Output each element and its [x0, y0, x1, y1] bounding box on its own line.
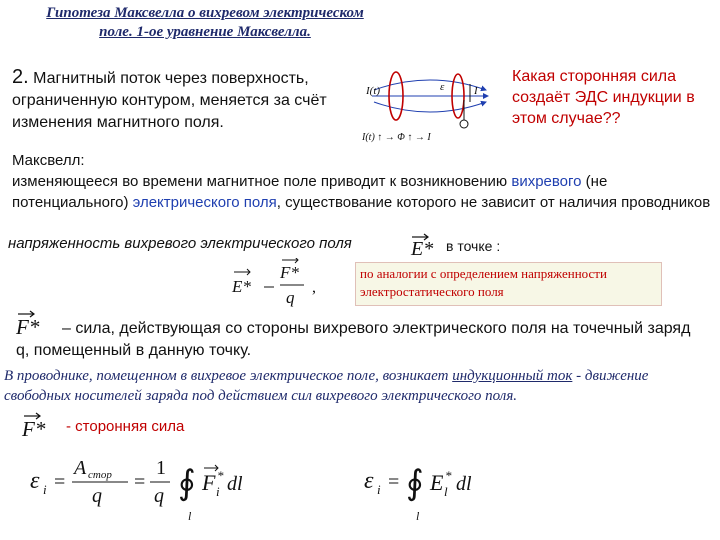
- formula-field-strength: [228, 258, 328, 312]
- maxwell-text-3: , существование которого не зависит от наличия проводников: [276, 194, 711, 211]
- current-label: I(t): [366, 85, 381, 97]
- section-2-text: [12, 66, 357, 134]
- f2-contour: l: [188, 509, 192, 523]
- tension-symbol-text: E*: [411, 238, 434, 258]
- maxwell-text-2: (не потенциального): [12, 173, 608, 211]
- external-force-symbol-text: F*: [22, 417, 46, 440]
- emf-label: ε: [440, 81, 445, 93]
- force-symbol-text: F*: [16, 315, 40, 338]
- f2-charge: q: [92, 485, 102, 507]
- tension-label: напряженность вихревого электрического поля: [8, 235, 352, 252]
- svg-text:∮: ∮: [406, 465, 424, 502]
- f2-dl: dl: [227, 473, 243, 495]
- f3-emf: ε: [364, 468, 374, 494]
- f2-star: *: [217, 468, 224, 483]
- force-description-text: – сила, действующая со стороны вихревого электрического поля на точечный заряд q, помещенный в данную точку.: [16, 320, 691, 359]
- induction-diagram: [360, 60, 500, 144]
- svg-text:∮: ∮: [178, 465, 196, 502]
- formula1-numerator: F*: [280, 263, 299, 282]
- question-text: Какая сторонняя сила создаёт ЭДС индукции в этом случае??: [512, 68, 695, 127]
- conductor-text-2: - движение свободных носителей заряда под действием сил вихревого электрического поля.: [4, 368, 649, 404]
- induction-current-term: индукционный ток: [452, 368, 573, 384]
- f3-field-sub: l: [444, 484, 448, 499]
- external-force-label: - сторонняя сила: [66, 418, 185, 435]
- svg-text:=: =: [134, 471, 146, 493]
- f3-contour: l: [416, 509, 420, 523]
- tension-symbol: [408, 230, 444, 258]
- f2-work: A: [74, 457, 87, 479]
- maxwell-intro: Максвелл:: [12, 152, 85, 169]
- svg-text:=: =: [54, 471, 66, 493]
- f2-force-sub: i: [216, 484, 220, 499]
- tension-tail: в точке :: [446, 238, 501, 254]
- f3-field: E: [430, 470, 444, 495]
- f2-force: F: [202, 470, 216, 495]
- section-number: 2.: [12, 66, 29, 88]
- force-description: [16, 318, 706, 362]
- f2-work-sub: стор: [88, 469, 112, 481]
- formula-emf-work: [28, 446, 268, 526]
- vortex-word: вихревого: [511, 173, 582, 190]
- process-label: I(t) ↑ → Φ ↑ → I: [362, 132, 431, 143]
- formula1-lhs: E*: [232, 277, 251, 296]
- f2-one: 1: [156, 457, 166, 479]
- electric-field-word: электрического поля: [132, 194, 277, 211]
- f2-charge-2: q: [154, 485, 164, 507]
- section-2-body: Магнитный поток через поверхность, ограниченную контуром, меняется за счёт изменения магнитного поля.: [12, 70, 327, 131]
- analogy-note: по аналогии с определением напряженности электростатического поля: [355, 262, 662, 306]
- svg-text:=: =: [388, 471, 400, 493]
- formula1-denominator: q: [286, 288, 295, 307]
- svg-text:,: ,: [312, 279, 316, 296]
- f2-emf-sub: i: [43, 482, 47, 497]
- external-force-symbol: [20, 408, 64, 440]
- f3-emf-sub: i: [377, 482, 381, 497]
- maxwell-text-1: изменяющееся во времени магнитное поле приводит к возникновению: [12, 173, 512, 190]
- page-title: Гипотеза Максвелла о вихревом электрическом поле. 1-ое уравнение Максвелла.: [46, 5, 364, 40]
- f2-emf: ε: [30, 468, 40, 494]
- induced-current-label: I: [474, 85, 478, 97]
- galvanometer: [460, 120, 468, 128]
- formula-emf-field: [362, 446, 502, 526]
- conductor-text-1: В проводнике, помещенном в вихревое электрическое поле, возникает: [4, 368, 453, 384]
- f3-dl: dl: [456, 473, 472, 495]
- maxwell-paragraph: [12, 150, 712, 213]
- f3-star: *: [445, 468, 452, 483]
- conductor-paragraph: [4, 366, 716, 406]
